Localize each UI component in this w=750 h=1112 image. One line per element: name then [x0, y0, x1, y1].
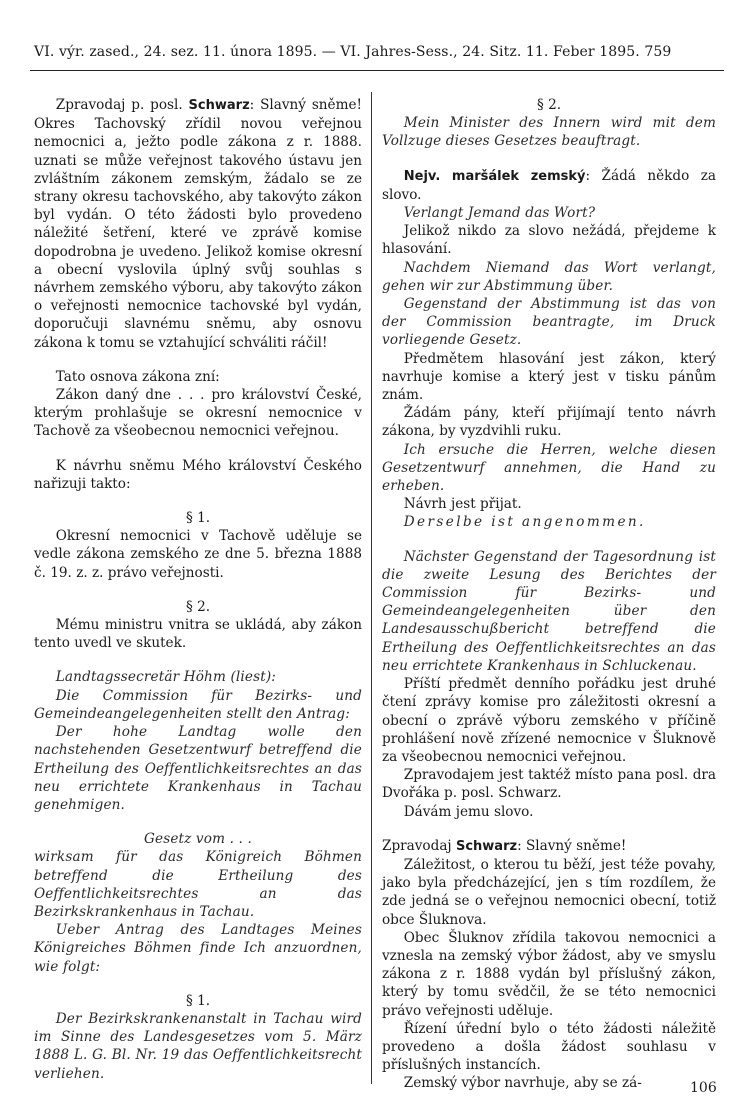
speech-paragraph: Záležitost, o kterou tu běží, jest téže povahy, jako byla předcházející, jen s tím rozdílem, že zde jedná se o veřejnou nemocnici obecní, totiž obce Šluknova. — [382, 856, 716, 928]
column-divider — [371, 92, 372, 1084]
report-schwarz-paragraph — [34, 96, 362, 352]
bill-intro: Tato osnova zákona zní: — [55, 368, 220, 385]
agenda-item: Příští předmět denního pořádku jest druhé čtení zprávy komise pro záležitosti okresní a obecní o zprávě výboru zemského v příčině prohlášení nově zřízené nemocnice v Šluknově za všeobecnou nemocnici veřejnou. — [382, 676, 716, 765]
bill-title: Zákon daný dne . . . pro království České, kterým prohlašuje se okresní nemocnice v Tachově za všeobecnou nemocnici veřejnou. — [34, 387, 362, 440]
speaker-lead: Zpravodaj p. posl. — [55, 97, 189, 113]
marshal-speech: Předmětem hlasování jest zákon, který navrhuje komise a který jest v tisku pánům znám. — [382, 350, 716, 404]
speaker-lead: Zpravodaj — [382, 837, 456, 854]
speaker-name: Schwarz — [188, 98, 250, 113]
marshal-speech: Žádám pány, kteří přijímají tento návrh zákona, by vyzdvihli ruku. — [382, 405, 716, 440]
marshal-speech-de: Ich ersuche die Herren, welche diesen Gesetzentwurf annehmen, die Hand zu erheben. — [382, 441, 716, 495]
section-text-de: Der Bezirkskrankenanstalt in Tachau wird im Sinne des Landesgesetzes vom 5. März 1888 L. G. Bl. Nr. 19 das Oeffentlichkeitsrecht verliehen. — [34, 1010, 362, 1082]
speech-text: : Žádá někdo za slovo. — [382, 167, 716, 203]
speech-text: : Slavný sněme! Okres Tachovský zřídil novou veřejnou nemocnici a, ježto podle zákona z r. 1888. uznati se může veřejnost takového ústavu jen zvláštním zákonem zemským, žádalo se ze strany okresu tachovského, aby takovýto zákon byl vydán. O této žádosti bylo provedeno náležité šetření, které ve zprávě komise dopodrobna je uvedeno. Jelikož komise okresní a obecní vyslovila úplný svůj souhlas s návrhem zemského výboru, aby takovýto zákon o veřejnosti nemocnice tachovské byl vydán, doporučuji slavnému sněmu, aby osnovu zákona k tomu se vztahující schváliti ráčil! — [34, 97, 363, 351]
decree-formula: K návrhu sněmu Mého království Českého nařizuji takto: — [34, 457, 362, 492]
section-heading: § 1. — [185, 992, 211, 1009]
speech-paragraph: Obec Šluknov zřídila takovou nemocnici a vznesla na zemský výbor žádost, aby ve smyslu zákona z r. 1888 vydán byl příslušný zákon, který by tomu svědčil, že se této nemocnici právo veřejnosti uděluje. — [382, 929, 716, 1019]
running-header: VI. výr. zased., 24. sez. 11. února 1895. — VI. Jahres-Sess., 24. Sitz. 11. Feber 1895. 759 — [34, 44, 672, 60]
motion-text: Der hohe Landtag wolle den nachstehenden Gesetzentwurf betreffend die Ertheilung des Oeffentlichkeitsrechtes an das neu errichtete Krankenhaus in Tachau genehmigen. — [34, 724, 362, 813]
speech-text: : Slavný sněme! — [517, 837, 627, 854]
secretary-reads: Landtagssecretär Höhm (liest): — [55, 669, 277, 686]
vote-result-de: Derselbe ist angenommen. — [403, 514, 646, 531]
header-rule — [30, 70, 724, 71]
section-heading: § 2. — [185, 598, 211, 615]
law-scope-de: wirksam für das Königreich Böhmen betreffend die Ertheilung des Oeffentlichkeitsrechtes an das Bezirkskrankenhaus in Tachau. — [34, 849, 362, 920]
decree-formula-de: Ueber Antrag des Landtages Meines Königreiches Böhmen finde Ich anzuordnen, wie folgt: — [34, 922, 362, 975]
marshal-speech-de: Gegenstand der Abstimmung ist das von der Commission beantragte, im Druck vorliegende Gesetz. — [382, 296, 716, 349]
marshal-speech-de: Verlangt Jemand das Wort? — [403, 205, 596, 222]
commission-motion: Die Commission für Bezirks- und Gemeindeangelegenheiten stellt den Antrag: — [34, 687, 362, 722]
section-text: Mému ministru vnitra se ukládá, aby zákon tento uvedl ve skutek. — [34, 617, 362, 652]
report-schwarz-paragraph — [382, 837, 716, 856]
speaker-name: Schwarz — [455, 838, 518, 854]
marshal-speech-de: Nachdem Niemand das Wort verlangt, gehen wir zur Abstimmung über. — [382, 259, 716, 294]
page-number: 106 — [690, 1080, 717, 1096]
marshal-speech — [382, 167, 716, 204]
section-heading: § 2. — [536, 97, 562, 113]
floor-given: Dávám jemu slovo. — [403, 803, 534, 820]
speaker-name: Nejv. maršálek zemský — [403, 168, 586, 184]
agenda-item-de: Nächster Gegenstand der Tagesordnung ist die zweite Lesung des Berichtes der Commission für Bezirks- und Gemeindeangelegenheiten über den Landesausschußbericht betreffend die Ertheilung des Oeffentlichkeitsrechtes an das neu errichtete Krankenhaus in Schluckenau. — [382, 548, 716, 674]
vote-result: Návrh jest přijat. — [403, 496, 522, 513]
section-text: Okresní nemocnici v Tachově uděluje se vedle zákona zemského ze dne 5. března 1888 č. 19. z. z. právo veřejnosti. — [34, 528, 362, 581]
rapporteur-note: Zpravodajem jest taktéž místo pana posl. dra Dvořáka p. posl. Schwarz. — [382, 767, 716, 802]
left-column — [34, 96, 362, 1083]
section-heading: § 1. — [185, 510, 211, 527]
speech-paragraph: Zemský výbor navrhuje, aby se zá- — [403, 1075, 642, 1092]
law-heading-de: Gesetz vom . . . — [144, 831, 252, 848]
right-column — [382, 96, 716, 1093]
marshal-speech: Jelikož nikdo za slovo nežádá, přejdeme k hlasování. — [382, 223, 716, 258]
speech-paragraph: Řízení úřední bylo o této žádosti náležitě provedeno a došla žádost souhlasu v příslušných instancích. — [382, 1020, 716, 1074]
section-text-de: Mein Minister des Innern wird mit dem Vollzuge dieses Gesetzes beauftragt. — [382, 115, 716, 150]
